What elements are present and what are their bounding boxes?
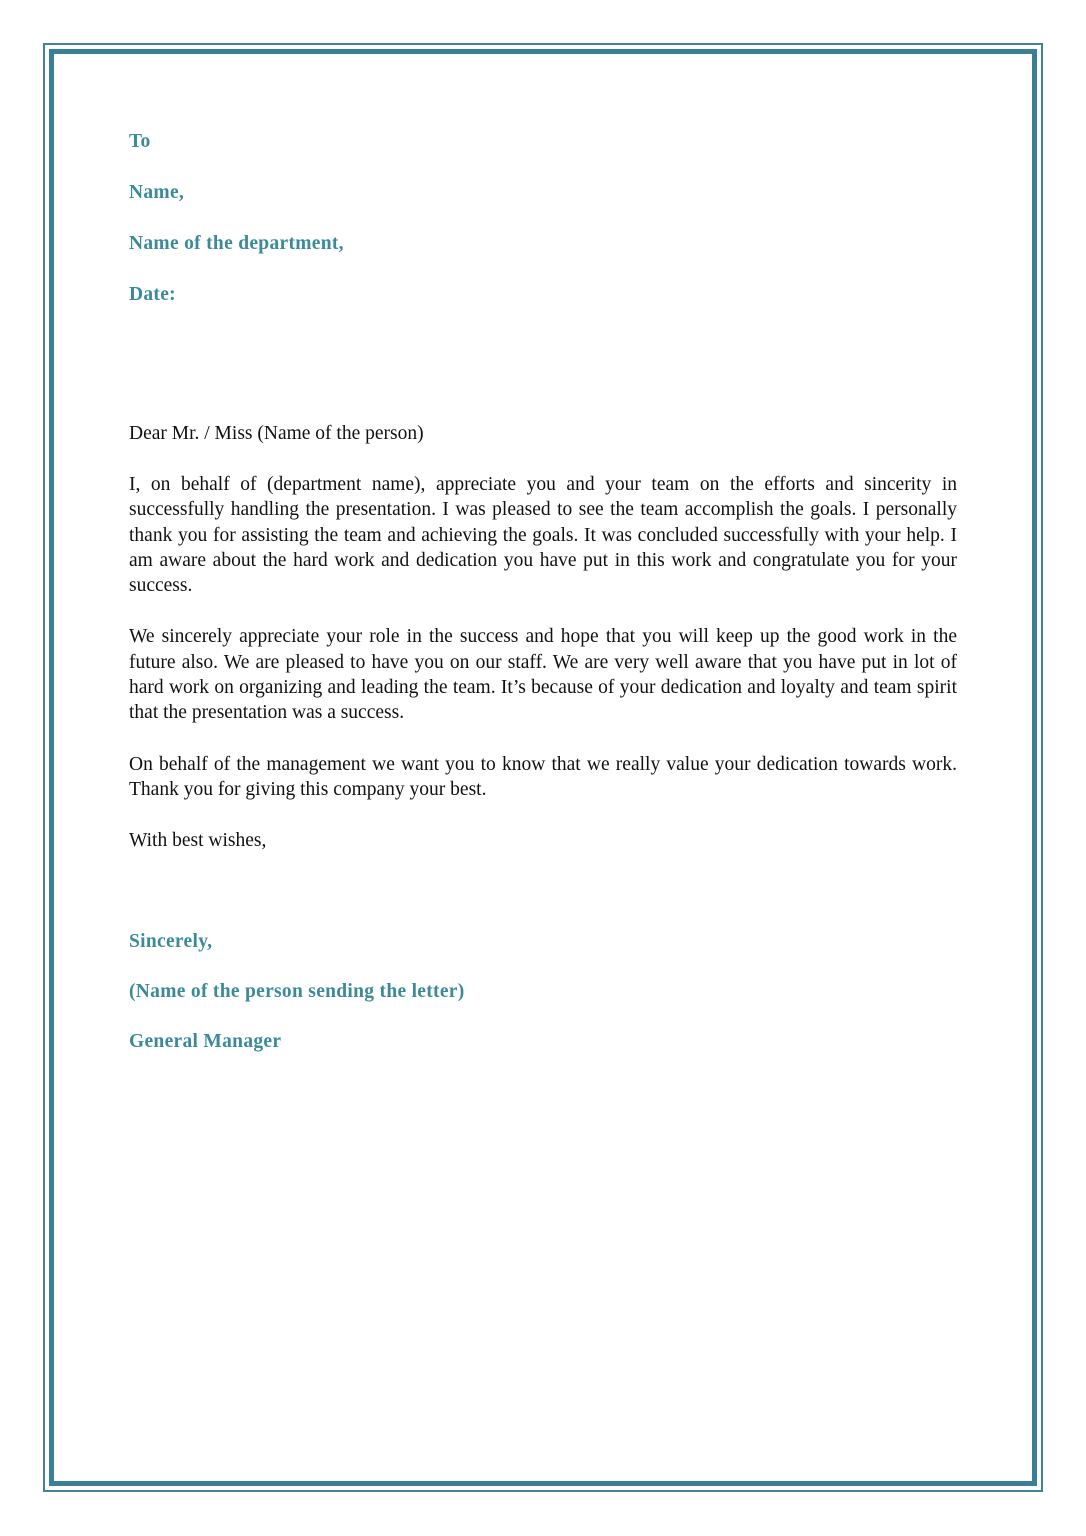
closing-line: With best wishes, bbox=[129, 830, 267, 852]
signature-title: General Manager bbox=[129, 1031, 282, 1053]
address-date: Date: bbox=[129, 284, 176, 305]
address-department: Name of the department, bbox=[129, 233, 344, 254]
paragraph-3: On behalf of the management we want you to know that we really value your dedication towards work. Thank you for giving this company your best. bbox=[129, 753, 957, 800]
recipient-address-block bbox=[129, 130, 957, 307]
signature-block bbox=[129, 930, 957, 1054]
paragraph-2: We sincerely appreciate your role in the success and hope that you will keep up the good work in the future also. We are pleased to have you on our staff. We are very well aware that you have put in lot of hard work on organizing and leading the team. It’s because of your dedication and loyalty and team spirit that the presentation was a success. bbox=[129, 626, 957, 724]
paragraph-1: I, on behalf of (department name), appreciate you and your team on the efforts and sincerity in successfully handling the presentation. I was pleased to see the team accomplish the goals. I personally thank you for assisting the team and achieving the goals. It was concluded successfully with your help. I am aware about the hard work and dedication you have put in this work and congratulate you for your success. bbox=[129, 474, 957, 597]
signature-sender-name: (Name of the person sending the letter) bbox=[129, 981, 465, 1003]
salutation: Dear Mr. / Miss (Name of the person) bbox=[129, 423, 424, 444]
address-name: Name, bbox=[129, 182, 185, 203]
letter-body bbox=[129, 130, 957, 1080]
address-to: To bbox=[129, 131, 151, 152]
signature-sincerely: Sincerely, bbox=[129, 931, 213, 953]
